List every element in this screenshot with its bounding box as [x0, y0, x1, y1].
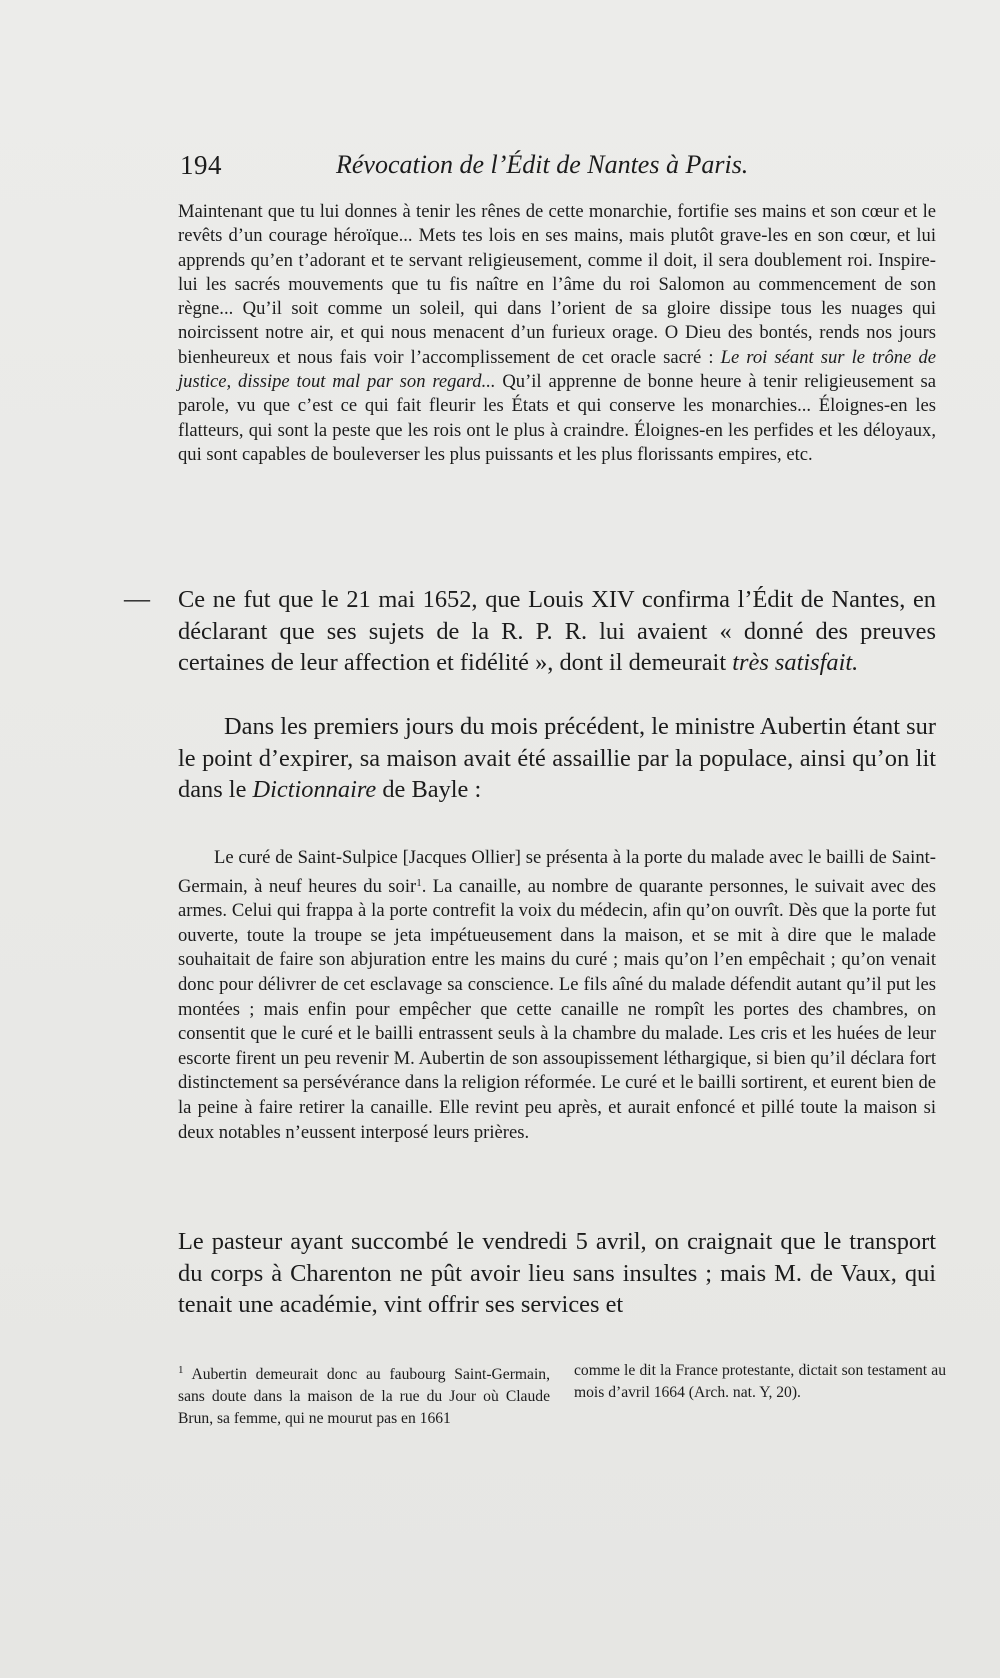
paragraph-edict-confirmation: Ce ne fut que le 21 mai 1652, que Louis XIV confirma l’Édit de Nantes, en déclarant que ses sujets de la R. P. R. lui avaient « donné des preuves certaines de leur affection et fidélité », dont il demeurait très satisfait. — [178, 586, 936, 677]
quoted-prayer-text: Maintenant que tu lui donnes à tenir les rênes de cette monarchie, fortifie ses mains et son cœur et le revêts d’un courage héroïque... Mets tes lois en ses mains, mais plutôt grave-les en son cœur, et lui apprends qu’en t’adorant et te servant religieusement, comme il doit, il sera doublement roi. Inspire-lui les sacrés mouvements que tu fis naître en l’âme du roi Salomon au commencement de son règne... Qu’il soit comme un soleil, qui dans l’orient de sa gloire dissipe tous les nuages qui noircissent notre air, et qui nous menacent d’un furieux orage. O Dieu des bontés, rends nos jours bienheureux et nous fais voir l’accomplissement de cet oracle sacré : Le roi séant sur le trône de justice, dissipe tout mal par son regard... Qu’il apprenne de bonne heure à tenir religieusement sa parole, vu que c’est ce qui fait fleurir les États et qui conserve les monarchies... Éloignes-en les flatteurs, qui sont la peste que les rois ont le plus à craindre. Éloignes-en les perfides et les déloyaux, qui sont capables de bouleverser les plus puissants et les plus florissants empires, etc. — [178, 201, 936, 465]
quoted-oracle-italic: Le roi séant sur le trône de justice, dissipe tout mal par son regard... — [178, 346, 936, 393]
page-number: 194 — [180, 150, 222, 180]
paragraph-burial: Le pasteur ayant succombé le vendredi 5 avril, on craignait que le transport du corps à Charenton ne pût avoir lieu sans insultes ; mais M. de Vaux, qui tenait une académie, vint offrir ses services et — [178, 1228, 936, 1319]
footnote-marker: 1 — [178, 1364, 184, 1376]
paragraph-aubertin: Dans les premiers jours du mois précédent, le ministre Aubertin étant sur le point d’expirer, sa maison avait été assaillie par la populace, ainsi qu’on lit dans le Dictionnaire de Bayle : — [178, 713, 936, 804]
italic-dictionnaire: Dictionnaire — [252, 776, 377, 804]
footnotes — [178, 1360, 946, 1470]
footnote-left-column: $^1$ Aubertin demeurait donc au faubourg Saint-Germain, sans doute dans la maison de la rue du Jour où Claude Brun, sa femme, qui ne mourut pas en 1661 — [178, 1364, 550, 1427]
italic-phrase: très satisfait. — [732, 649, 859, 677]
running-title: Révocation de l’Édit de Nantes à Paris. — [336, 150, 749, 179]
footnote-right-column: comme le dit la France protestante, dictait son testament au mois d’avril 1664 (Arch. nat. Y, 20). — [574, 1362, 946, 1401]
quoted-bayle-block: Le curé de Saint-Sulpice [Jacques Ollier] se présenta à la porte du malade avec le bailli de Saint-Germain, à neuf heures du soir$^1$. La canaille, au nombre de quarante personnes, le suivait avec des armes. Celui qui frappa à la porte contrefit la voix du médecin, afin qu’on ouvrît. Dès que la porte fut ouverte, toute la troupe se jeta impétueusement dans la maison, et se mit à dire que le malade souhaitait de faire son abjuration entre les mains du curé ; mais qu’on l’en empêchait ; qu’on venait donc pour délivrer de cet esclavage sa conscience. Le fils aîné du malade défendit autant qu’il put les montées ; mais enfin pour empêcher que cette canaille ne rompît les portes des chambres, on consentit que le curé et le bailli entrassent seuls à la chambre du malade. Les cris et les huées de leur escorte firent un peu revenir M. Aubertin de son assoupissement léthargique, si bien qu’il déclara fort distinctement sa persévérance dans la religion réformée. Le curé et le bailli sortirent, et eurent bien de la peine à faire retirer la canaille. Elle revint peu après, et aurait enfoncé et pillé toute la maison si deux notables n’eussent interposé leurs prières. — [178, 847, 936, 1143]
quoted-prayer-block — [178, 200, 936, 467]
margin-dash: — — [124, 584, 150, 613]
footnote-reference: 1 — [416, 876, 422, 889]
running-header — [180, 150, 820, 190]
